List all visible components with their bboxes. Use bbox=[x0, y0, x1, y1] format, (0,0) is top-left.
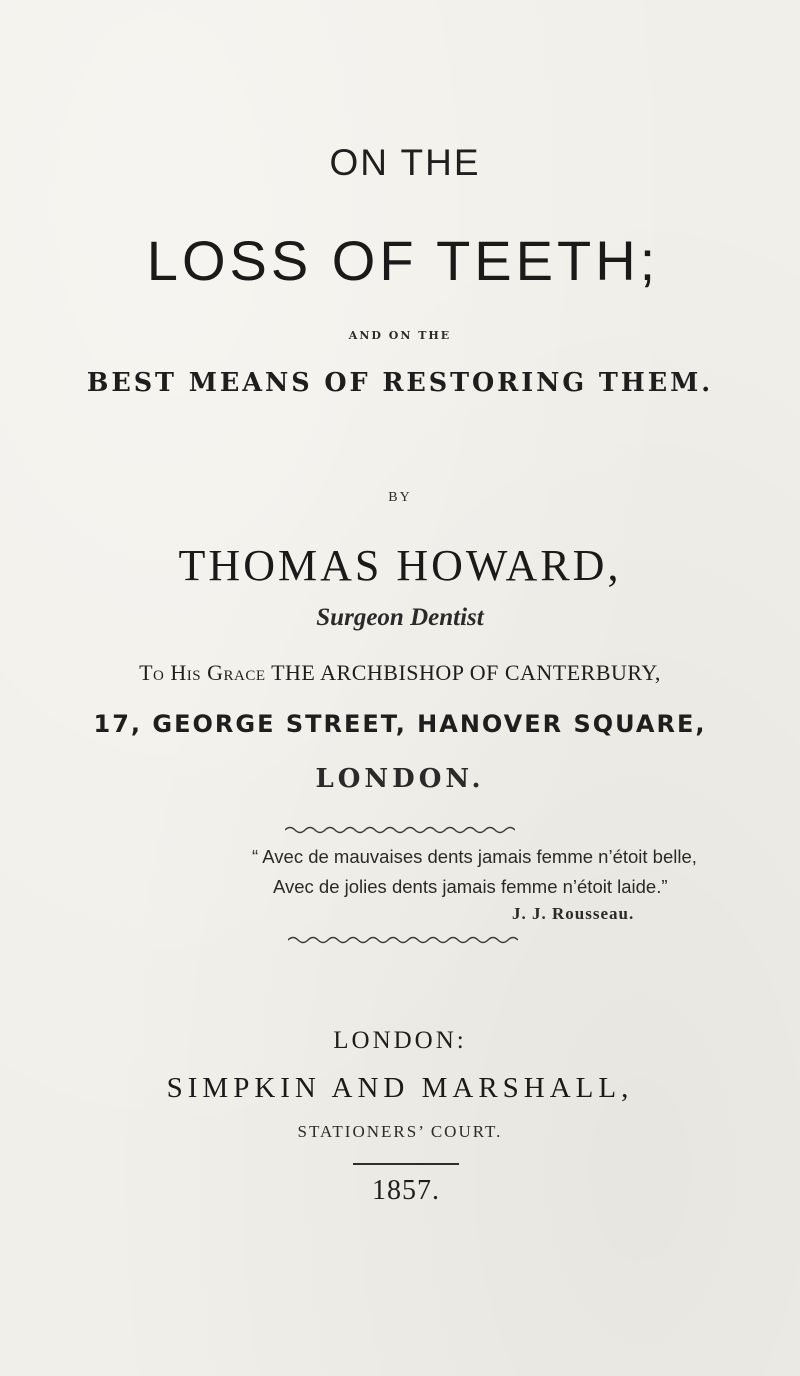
author-appointment bbox=[0, 660, 800, 686]
imprint-place: STATIONERS’ COURT. bbox=[297, 1122, 503, 1141]
heading-and-on-the: AND ON THE bbox=[348, 329, 452, 342]
appointment-rest: THE ARCHBISHOP OF CANTERBURY, bbox=[271, 660, 661, 685]
imprint-year: 1857. bbox=[372, 1175, 440, 1206]
imprint-divider bbox=[353, 1163, 459, 1165]
author-city: LONDON. bbox=[315, 764, 485, 794]
author-address: 17, GEORGE STREET, HANOVER SQUARE, bbox=[93, 710, 707, 738]
byline-label: BY bbox=[388, 490, 412, 505]
wavy-rule-top bbox=[285, 824, 515, 836]
wavy-rule-bottom bbox=[288, 934, 518, 946]
subtitle: BEST MEANS OF RESTORING THEM. bbox=[86, 368, 714, 398]
imprint-publisher: SIMPKIN AND MARSHALL, bbox=[166, 1072, 634, 1104]
appointment-prefix: To His Grace bbox=[139, 660, 266, 685]
main-title: LOSS OF TEETH; bbox=[146, 229, 660, 292]
epigraph-attribution: J. J. Rousseau. bbox=[512, 904, 635, 923]
heading-on-the: ON THE bbox=[329, 142, 481, 183]
epigraph-line-1: “ Avec de mauvaises dents jamais femme n’étoit belle, bbox=[252, 846, 697, 867]
epigraph-line-2: Avec de jolies dents jamais femme n’étoit laide.” bbox=[273, 876, 668, 897]
imprint-city: LONDON: bbox=[333, 1027, 467, 1054]
author-name: THOMAS HOWARD, bbox=[178, 541, 622, 590]
author-profession: Surgeon Dentist bbox=[316, 604, 484, 631]
